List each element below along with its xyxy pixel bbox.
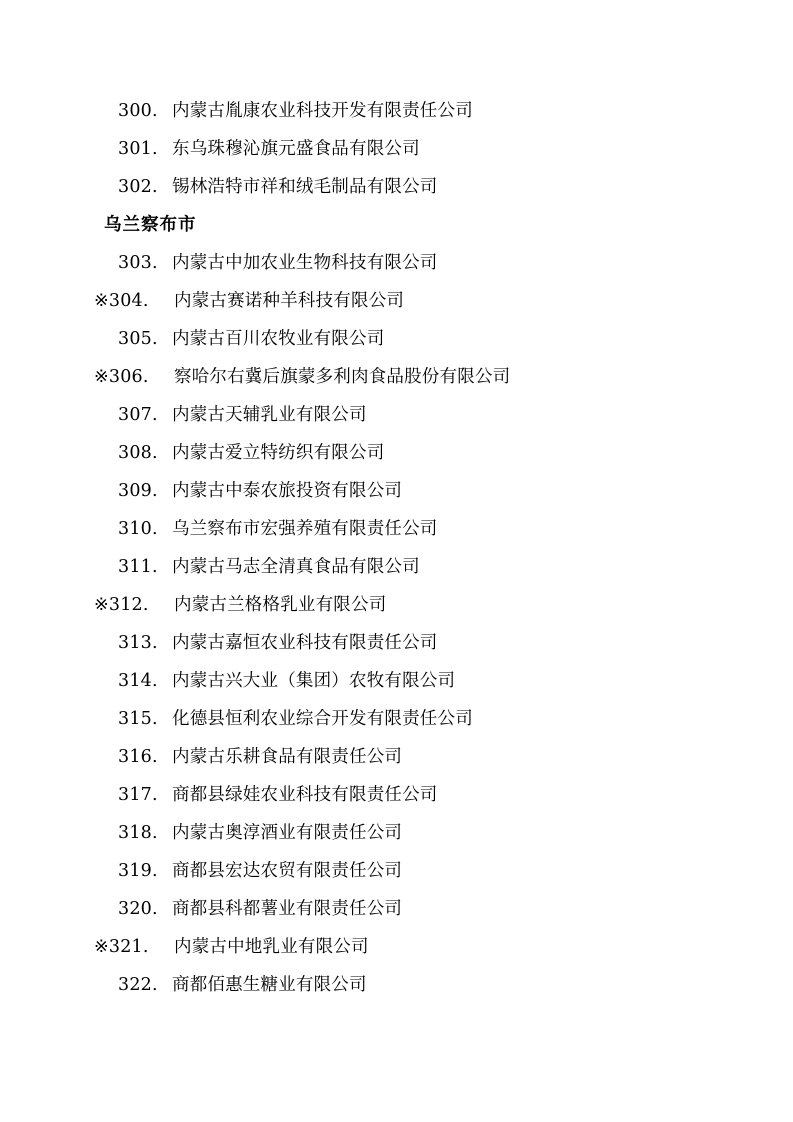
- list-item-name: 乌兰察布市宏强养殖有限责任公司: [172, 519, 438, 539]
- list-item: [94, 358, 697, 396]
- list-item-number: 314.: [118, 671, 158, 691]
- list-item: [94, 586, 697, 624]
- list-item-number: 308.: [118, 443, 158, 463]
- list-item-number: 307.: [118, 405, 158, 425]
- list-item-number: 317.: [118, 785, 158, 805]
- list-item: [118, 738, 697, 776]
- section-heading: 乌兰察布市: [104, 215, 197, 235]
- list-item: [118, 852, 697, 890]
- list-item-name: 内蒙古奥淳酒业有限责任公司: [172, 823, 403, 843]
- list-item-number: 302.: [118, 177, 158, 197]
- list-item-name: 锡林浩特市祥和绒毛制品有限公司: [172, 177, 438, 197]
- list-item: [118, 130, 697, 168]
- list-item-number: 305.: [118, 329, 158, 349]
- list-item: [118, 92, 697, 130]
- list-item: [118, 168, 697, 206]
- list-item-number: 300.: [118, 101, 158, 121]
- list-item-number: 322.: [118, 975, 158, 995]
- list-item: [118, 510, 697, 548]
- list-item-number: 309.: [118, 481, 158, 501]
- list-item-number: ※321.: [94, 937, 149, 957]
- list-item-number: 320.: [118, 899, 158, 919]
- list-item: [118, 244, 697, 282]
- list-item-name: 内蒙古兰格格乳业有限公司: [174, 595, 387, 615]
- list-item-name: 商都佰惠生糖业有限公司: [172, 975, 367, 995]
- list-item: [118, 320, 697, 358]
- list-item-number: 310.: [118, 519, 158, 539]
- list-item: [94, 928, 697, 966]
- list-item-number: ※304.: [94, 291, 149, 311]
- company-list: [94, 92, 697, 1004]
- list-item-name: 商都县科都薯业有限责任公司: [172, 899, 403, 919]
- list-item-number: 315.: [118, 709, 158, 729]
- list-item-name: 内蒙古胤康农业科技开发有限责任公司: [172, 101, 473, 121]
- list-item-name: 内蒙古中泰农旅投资有限公司: [172, 481, 403, 501]
- list-item-number: 313.: [118, 633, 158, 653]
- list-item: [118, 396, 697, 434]
- list-item-number: 311.: [118, 557, 158, 577]
- list-item: [118, 548, 697, 586]
- list-item-number: 316.: [118, 747, 158, 767]
- list-item-name: 内蒙古乐耕食品有限责任公司: [172, 747, 403, 767]
- list-item-number: ※312.: [94, 595, 149, 615]
- list-item-name: 内蒙古中地乳业有限公司: [174, 937, 369, 957]
- list-item-number: 318.: [118, 823, 158, 843]
- list-item-name: 内蒙古马志全清真食品有限公司: [172, 557, 420, 577]
- list-item: [118, 966, 697, 1004]
- list-item: [118, 624, 697, 662]
- list-item-number: 301.: [118, 139, 158, 159]
- list-item: [118, 700, 697, 738]
- list-item-name: 内蒙古嘉恒农业科技有限责任公司: [172, 633, 438, 653]
- list-item-name: 东乌珠穆沁旗元盛食品有限公司: [172, 139, 420, 159]
- list-item-name: 商都县绿娃农业科技有限责任公司: [172, 785, 438, 805]
- list-item-name: 内蒙古兴大业（集团）农牧有限公司: [172, 671, 456, 691]
- list-item-name: 化德县恒利农业综合开发有限责任公司: [172, 709, 473, 729]
- list-item-name: 内蒙古爱立特纺织有限公司: [172, 443, 385, 463]
- list-item-name: 内蒙古中加农业生物科技有限公司: [172, 253, 438, 273]
- list-item: [118, 472, 697, 510]
- list-item: [118, 662, 697, 700]
- list-item: [118, 814, 697, 852]
- list-item: [118, 434, 697, 472]
- list-item-number: 303.: [118, 253, 158, 273]
- list-item-number: 319.: [118, 861, 158, 881]
- list-item-name: 内蒙古百川农牧业有限公司: [172, 329, 385, 349]
- list-item-name: 商都县宏达农贸有限责任公司: [172, 861, 403, 881]
- list-item-name: 内蒙古赛诺种羊科技有限公司: [174, 291, 405, 311]
- list-item-name: 察哈尔右冀后旗蒙多利肉食品股份有限公司: [174, 367, 511, 387]
- list-item: [118, 890, 697, 928]
- list-item-name: 内蒙古天辅乳业有限公司: [172, 405, 367, 425]
- list-item: [94, 282, 697, 320]
- list-item: [118, 776, 697, 814]
- list-item-number: ※306.: [94, 367, 149, 387]
